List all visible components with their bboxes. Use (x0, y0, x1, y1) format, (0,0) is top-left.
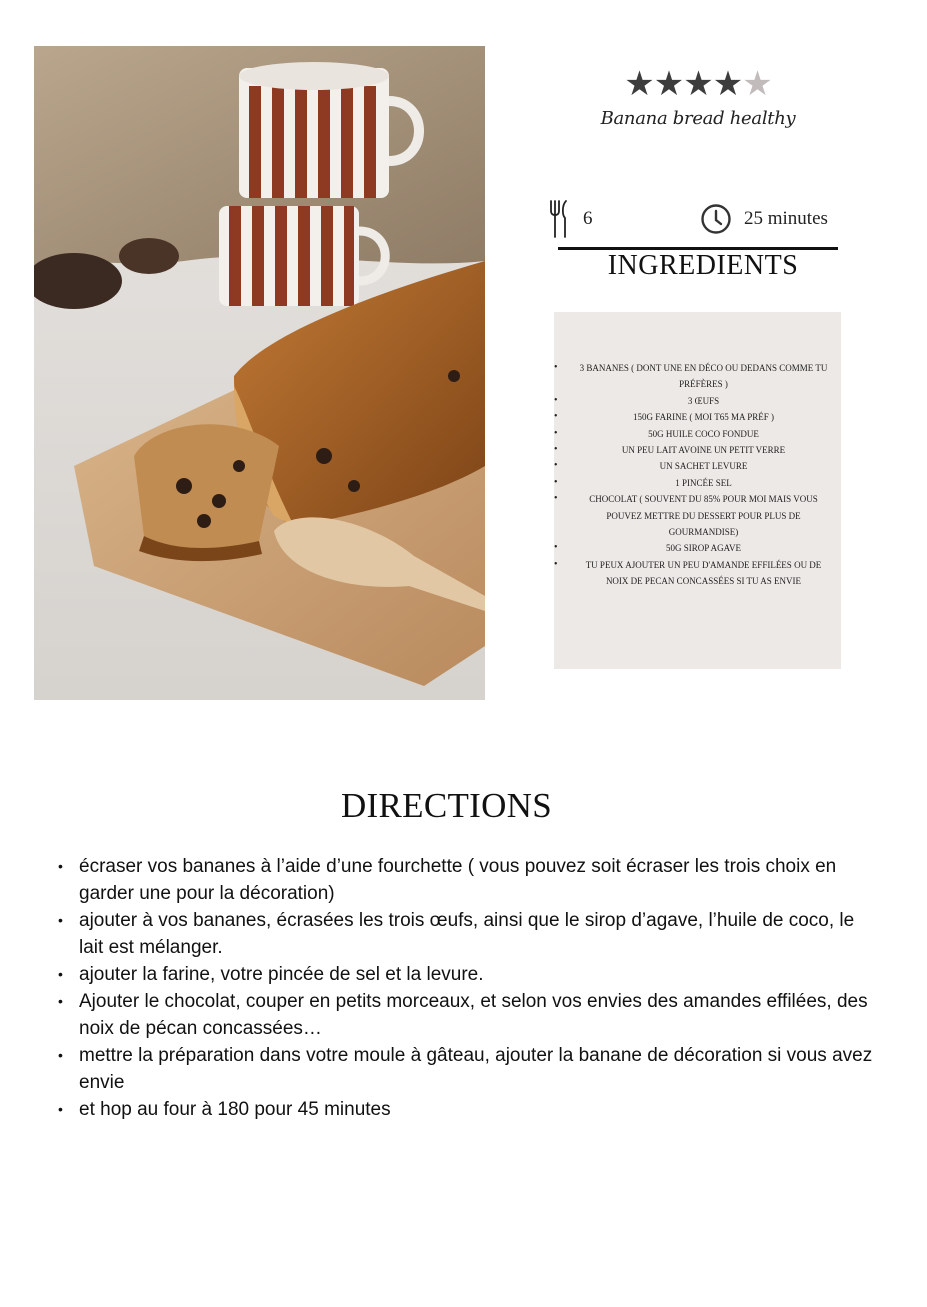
servings (549, 198, 593, 240)
direction-step: • et hop au four à 180 pour 45 minutes (56, 1096, 876, 1123)
recipe-photo (34, 46, 485, 700)
ingredient-item: • 3 ŒUFS (554, 393, 841, 409)
direction-step: • ajouter la farine, votre pincée de sel et la levure. (56, 961, 876, 988)
rating-block (600, 66, 796, 129)
star-icon: ★ (712, 64, 743, 104)
clock-icon (700, 203, 732, 235)
banana-bread-illustration (34, 46, 485, 700)
ingredient-item: • 1 PINCÉE SEL (554, 475, 841, 491)
star-icon: ★ (653, 64, 684, 104)
ingredients-list (554, 360, 841, 590)
direction-step: • mettre la préparation dans votre moule à gâteau, ajouter la banane de décoration si vous avez envie (56, 1042, 876, 1096)
ingredients-heading: INGREDIENTS (607, 250, 799, 281)
directions-list (56, 853, 876, 1123)
ingredient-item: • UN PEU LAIT AVOINE UN PETIT VERRE (554, 442, 841, 458)
directions-heading: DIRECTIONS (340, 786, 553, 825)
ingredient-item: • 150G FARINE ( MOI T65 MA PRÉF ) (554, 409, 841, 425)
direction-step: • écraser vos bananes à l’aide d’une fourchette ( vous pouvez soit écraser les trois choix en garder une pour la décoration) (56, 853, 876, 907)
star-icon: ★ (683, 64, 713, 104)
ingredient-item: • CHOCOLAT ( SOUVENT DU 85% POUR MOI MAIS VOUS POUVEZ METTRE DU DESSERT POUR PLUS DE GOURMANDISE) (554, 491, 841, 540)
ingredient-item: • 50G SIROP AGAVE (554, 540, 841, 556)
ingredient-item: • TU PEUX AJOUTER UN PEU D'AMANDE EFFILÉES OU DE NOIX DE PECAN CONCASSÉES SI TU AS ENVIE (554, 557, 841, 590)
servings-count: 6 (583, 208, 593, 229)
star-rating (600, 66, 796, 102)
fork-knife-icon (549, 199, 571, 239)
ingredient-item: • 50G HUILE COCO FONDUE (554, 426, 841, 442)
prep-time (700, 198, 828, 240)
star-icon: ★ (624, 64, 654, 104)
direction-step: • Ajouter le chocolat, couper en petits morceaux, et selon vos envies des amandes effilées, des noix de pécan concassées… (56, 988, 876, 1042)
ingredient-item: • 3 BANANES ( DONT UNE EN DÉCO OU DEDANS COMME TU PRÉFÈRES ) (554, 360, 841, 393)
direction-step: • ajouter à vos bananes, écrasées les trois œufs, ainsi que le sirop d’agave, l’huile de coco, le lait est mélanger. (56, 907, 876, 961)
time-value: 25 minutes (744, 208, 828, 229)
recipe-title: Banana bread healthy (600, 108, 796, 129)
ingredients-panel (554, 312, 841, 669)
star-icon: ★ (742, 64, 772, 104)
ingredient-item: • UN SACHET LEVURE (554, 458, 841, 474)
